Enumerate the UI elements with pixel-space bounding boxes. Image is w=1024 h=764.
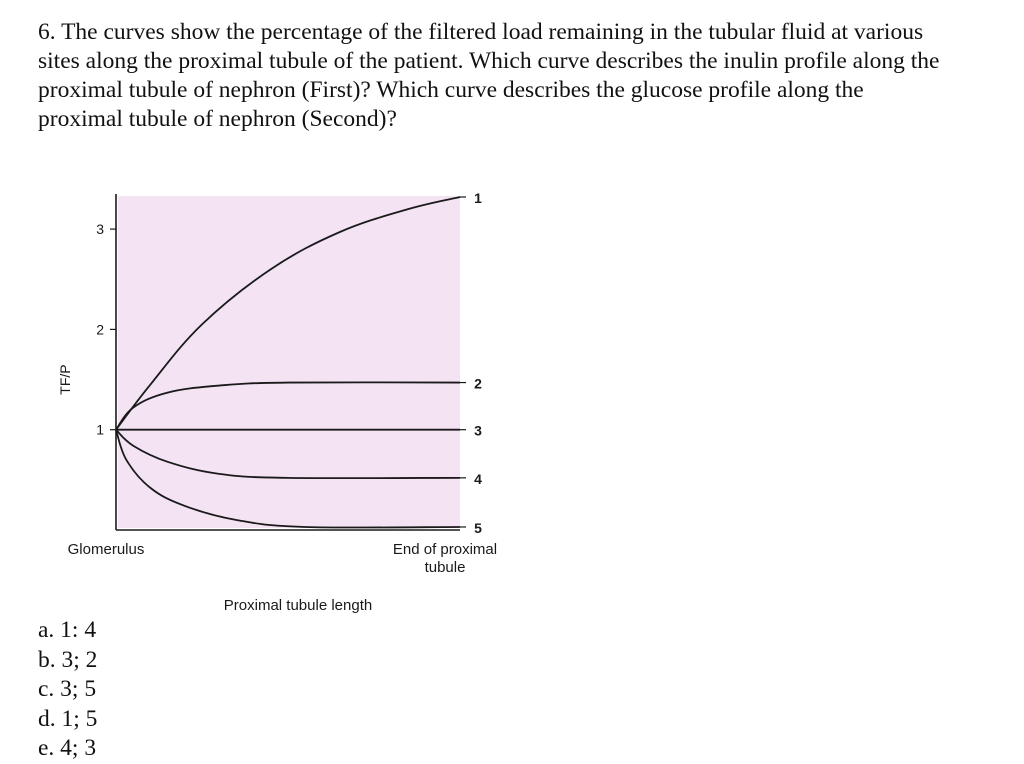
option-a[interactable]: a. 1: 4 bbox=[38, 617, 97, 643]
question-text bbox=[38, 18, 1018, 134]
y-tick-label-2: 2 bbox=[96, 321, 104, 338]
tf-p-chart bbox=[40, 180, 520, 620]
question-line-3: proximal tubule of nephron (First)? Which curve describes the glucose profile along the bbox=[38, 77, 864, 103]
curve-label-2: 2 bbox=[474, 375, 482, 392]
option-b[interactable]: b. 3; 2 bbox=[38, 646, 98, 673]
option-d[interactable]: d. 1; 5 bbox=[38, 705, 98, 732]
y-tick-label-1: 1 bbox=[96, 421, 104, 438]
chart-svg bbox=[40, 180, 520, 620]
option-c[interactable]: c. 3; 5 bbox=[38, 676, 97, 702]
question-line-4: proximal tubule of nephron (Second)? bbox=[38, 106, 397, 132]
curve-label-5: 5 bbox=[474, 519, 482, 536]
x-axis-label: Proximal tubule length bbox=[223, 597, 373, 614]
answer-options bbox=[38, 616, 97, 764]
x-end-label-line2: tubule bbox=[424, 559, 466, 576]
y-tick-label-3: 3 bbox=[96, 221, 104, 238]
y-axis-label: TF/P bbox=[57, 364, 73, 395]
x-end-label-line1: End of proximal bbox=[392, 541, 498, 558]
option-e[interactable]: e. 4; 3 bbox=[38, 735, 97, 761]
curve-label-1: 1 bbox=[474, 190, 482, 207]
curve-label-4: 4 bbox=[474, 470, 482, 487]
curve-label-3: 3 bbox=[474, 422, 482, 439]
question-line-2: sites along the proximal tubule of the patient. Which curve describes the inulin profile along the bbox=[38, 48, 940, 74]
question-line-1: 6. The curves show the percentage of the filtered load remaining in the tubular fluid at various bbox=[38, 19, 924, 45]
x-start-label: Glomerulus bbox=[67, 541, 145, 558]
